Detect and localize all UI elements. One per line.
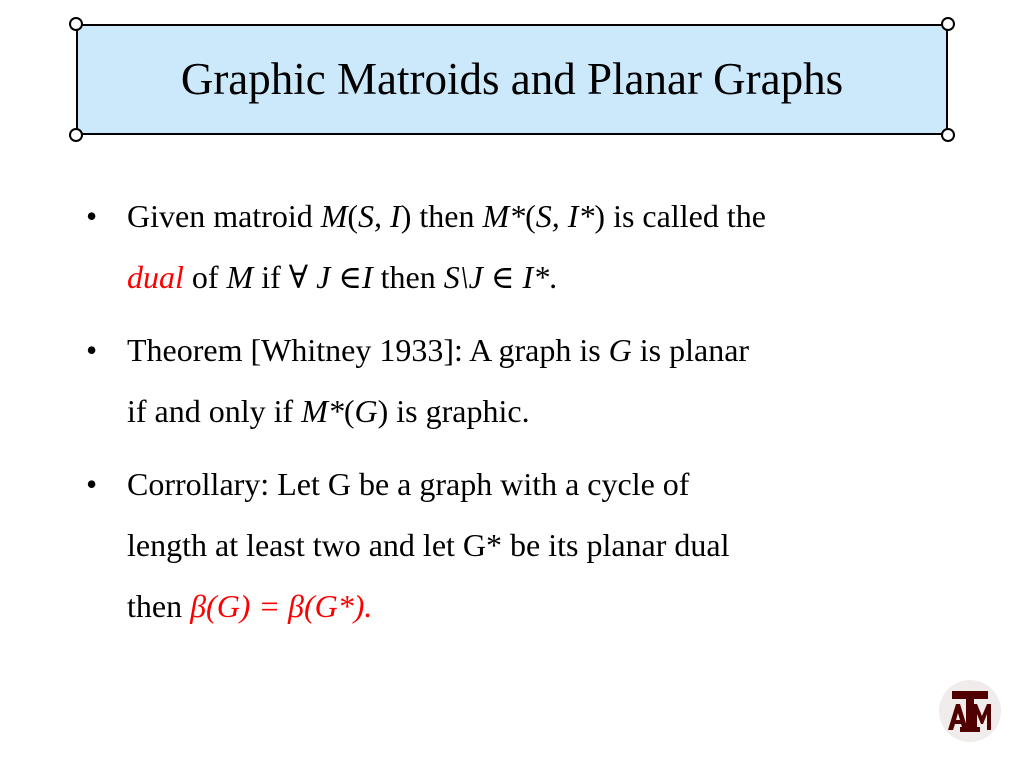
text: J <box>316 259 331 295</box>
text: G <box>608 332 632 368</box>
bullet-whitney-theorem <box>86 320 956 442</box>
bullet-dot: • <box>86 198 98 234</box>
text: M* <box>482 198 526 234</box>
text: ) then <box>400 198 483 234</box>
dual-term: dual <box>127 259 184 295</box>
resize-handle-bottom-left[interactable] <box>69 128 83 142</box>
text: if ∀ <box>253 259 317 295</box>
beta-formula: β(G) = β(G*). <box>190 588 373 624</box>
text: S, I* <box>535 198 595 234</box>
text: Theorem [Whitney 1933]: A graph is <box>127 332 609 368</box>
text: Given matroid <box>127 198 321 234</box>
resize-handle-top-left[interactable] <box>69 17 83 31</box>
text: M* <box>301 393 344 429</box>
text: is planar <box>631 332 750 368</box>
text: S, I <box>358 198 401 234</box>
text: M <box>320 198 348 234</box>
text: ) is graphic. <box>377 393 530 429</box>
text: I* <box>522 259 550 295</box>
text: M <box>226 259 254 295</box>
text: G <box>354 393 378 429</box>
text: length at least two and let G* be its planar dual <box>127 527 730 563</box>
text: Corrollary: Let G be a graph with a cycle of <box>127 466 690 502</box>
resize-handle-top-right[interactable] <box>941 17 955 31</box>
text: ( <box>525 198 536 234</box>
bullet-dual-definition <box>86 186 956 308</box>
resize-handle-bottom-right[interactable] <box>941 128 955 142</box>
text: then <box>372 259 444 295</box>
text: ( <box>343 393 355 429</box>
text: then <box>127 588 191 624</box>
text: if and only if <box>127 393 302 429</box>
text: ( <box>347 198 359 234</box>
text: ∈ <box>482 259 523 295</box>
text: I <box>361 259 373 295</box>
text: S\J <box>443 259 483 295</box>
bullet-corollary <box>86 454 956 637</box>
title-box <box>76 24 948 135</box>
tamu-logo <box>939 680 1001 742</box>
bullet-dot: • <box>86 466 98 502</box>
bullet-dot: • <box>86 332 98 368</box>
text: . <box>549 259 558 295</box>
text: ∈ <box>330 259 362 295</box>
slide-title: Graphic Matroids and Planar Graphs <box>180 54 844 104</box>
text: ) is called the <box>594 198 766 234</box>
text: of <box>183 259 227 295</box>
tamu-logo-icon <box>939 680 1001 742</box>
bullet-list <box>86 186 956 649</box>
